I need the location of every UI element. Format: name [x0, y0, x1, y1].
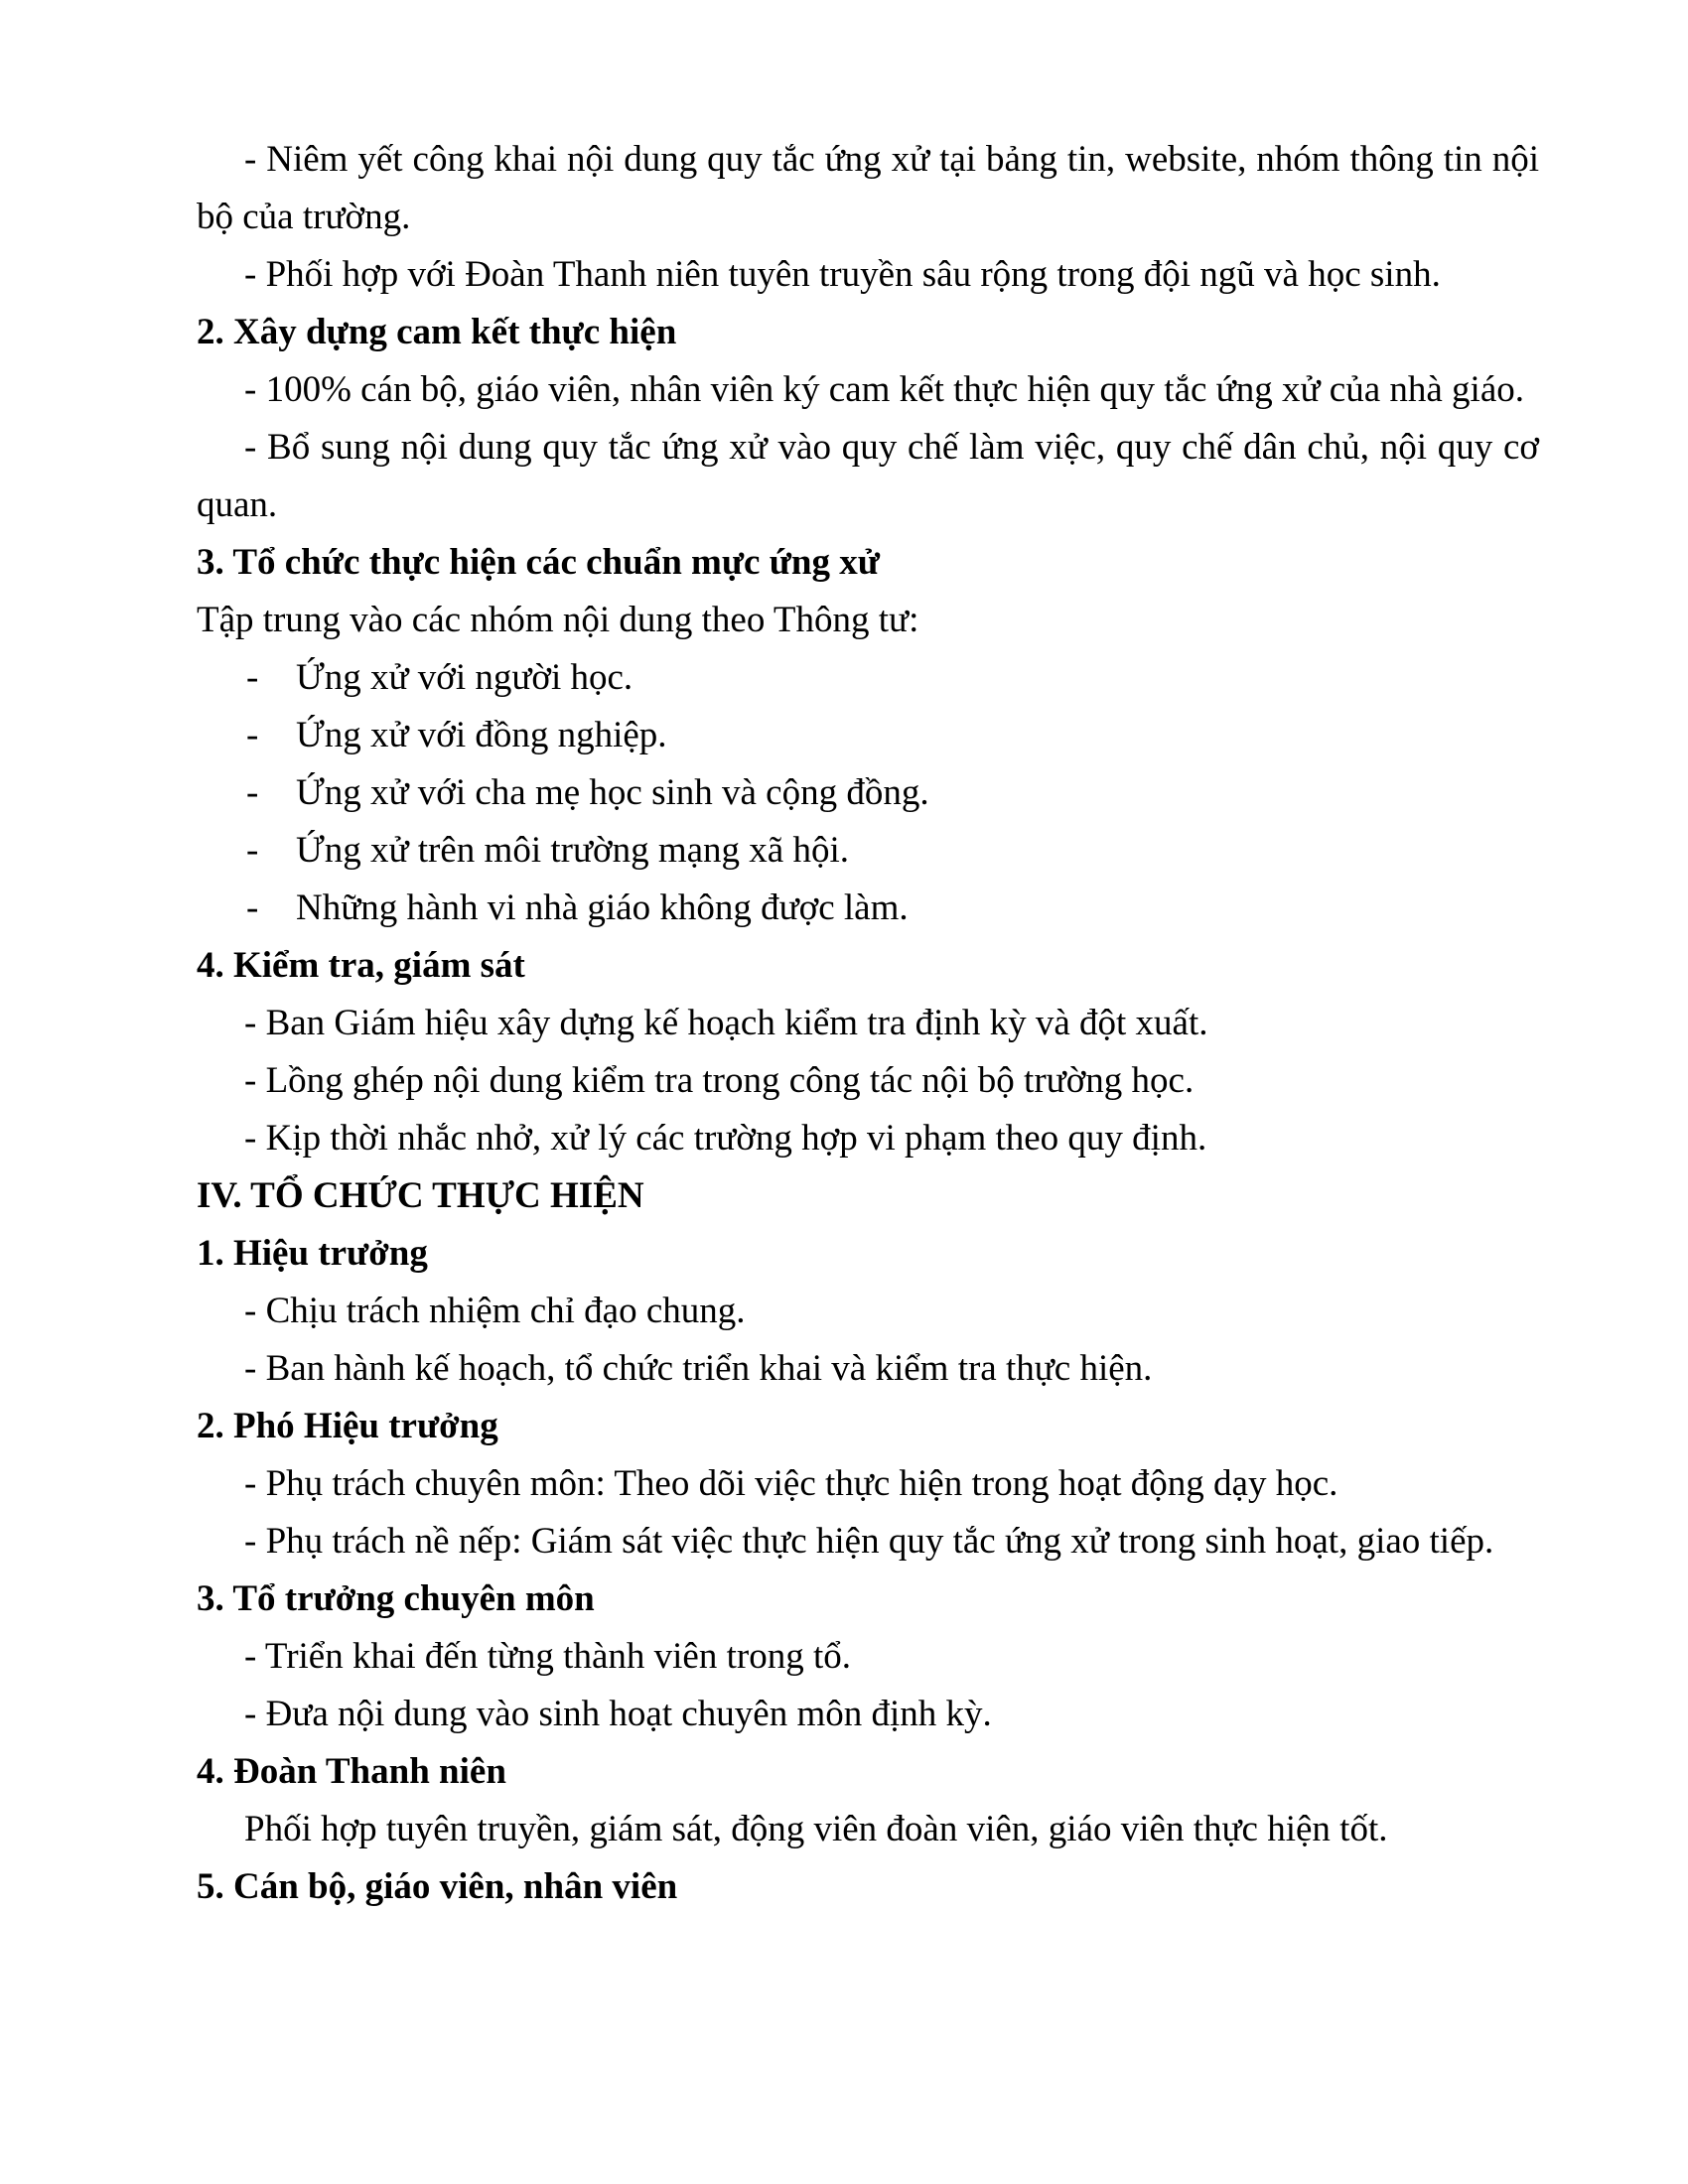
paragraph-vice-principal-1: - Phụ trách chuyên môn: Theo dõi việc thực hiện trong hoạt động dạy học.: [244, 1463, 1338, 1504]
paragraph-department-head-1: - Triển khai đến từng thành viên trong tổ.: [244, 1636, 851, 1677]
list-item: - Những hành vi nhà giáo không được làm.: [197, 880, 1539, 937]
paragraph-vice-principal-2: - Phụ trách nề nếp: Giám sát việc thực hiện quy tắc ứng xử trong sinh hoạt, giao tiếp.: [244, 1521, 1494, 1562]
paragraph-standards-intro: Tập trung vào các nhóm nội dung theo Thông tư:: [197, 600, 919, 640]
paragraph-commitment-1: - 100% cán bộ, giáo viên, nhân viên ký cam kết thực hiện quy tắc ứng xử của nhà giáo.: [244, 369, 1525, 410]
section-heading-iv: IV. TỔ CHỨC THỰC HIỆN: [197, 1175, 644, 1216]
heading-standards: 3. Tổ chức thực hiện các chuẩn mực ứng xử: [197, 542, 880, 583]
list-item: - Ứng xử với người học.: [197, 649, 1539, 707]
list-dash: -: [246, 772, 259, 813]
paragraph-principal-2: - Ban hành kế hoạch, tổ chức triển khai và kiểm tra thực hiện.: [244, 1348, 1153, 1389]
list-item: - Ứng xử trên môi trường mạng xã hội.: [197, 822, 1539, 880]
list-dash: -: [246, 887, 259, 928]
list-item: - Ứng xử với đồng nghiệp.: [197, 707, 1539, 764]
heading-principal: 1. Hiệu trưởng: [197, 1233, 428, 1274]
heading-vice-principal: 2. Phó Hiệu trưởng: [197, 1406, 498, 1446]
list-dash: -: [246, 830, 259, 871]
paragraph-inspection-2: - Lồng ghép nội dung kiểm tra trong công tác nội bộ trường học.: [244, 1060, 1195, 1101]
paragraph-inspection-1: - Ban Giám hiệu xây dựng kế hoạch kiểm tra định kỳ và đột xuất.: [244, 1003, 1208, 1043]
paragraph-commitment-2: - Bổ sung nội dung quy tắc ứng xử vào quy chế làm việc, quy chế dân chủ, nội quy cơ quan.: [197, 427, 1539, 525]
heading-youth-union: 4. Đoàn Thanh niên: [197, 1751, 506, 1792]
heading-department-head: 3. Tổ trưởng chuyên môn: [197, 1578, 595, 1619]
paragraph-youth-union-coordination: - Phối hợp với Đoàn Thanh niên tuyên truyền sâu rộng trong đội ngũ và học sinh.: [244, 254, 1441, 295]
paragraph-inspection-3: - Kịp thời nhắc nhở, xử lý các trường hợp vi phạm theo quy định.: [244, 1118, 1207, 1159]
document-page: [197, 131, 1539, 1916]
paragraph-publicize: - Niêm yết công khai nội dung quy tắc ứng xử tại bảng tin, website, nhóm thông tin nội bộ của trường.: [197, 139, 1539, 237]
heading-commitment: 2. Xây dựng cam kết thực hiện: [197, 312, 677, 352]
list-item: - Ứng xử với cha mẹ học sinh và cộng đồng.: [197, 764, 1539, 822]
heading-staff: 5. Cán bộ, giáo viên, nhân viên: [197, 1866, 678, 1907]
list-dash: -: [246, 657, 259, 698]
heading-inspection: 4. Kiểm tra, giám sát: [197, 945, 525, 986]
paragraph-department-head-2: - Đưa nội dung vào sinh hoạt chuyên môn định kỳ.: [244, 1694, 992, 1734]
list-dash: -: [246, 715, 259, 755]
paragraph-youth-union: Phối hợp tuyên truyền, giám sát, động viên đoàn viên, giáo viên thực hiện tốt.: [244, 1809, 1388, 1849]
standards-list: [197, 649, 1539, 937]
paragraph-principal-1: - Chịu trách nhiệm chỉ đạo chung.: [244, 1291, 746, 1331]
